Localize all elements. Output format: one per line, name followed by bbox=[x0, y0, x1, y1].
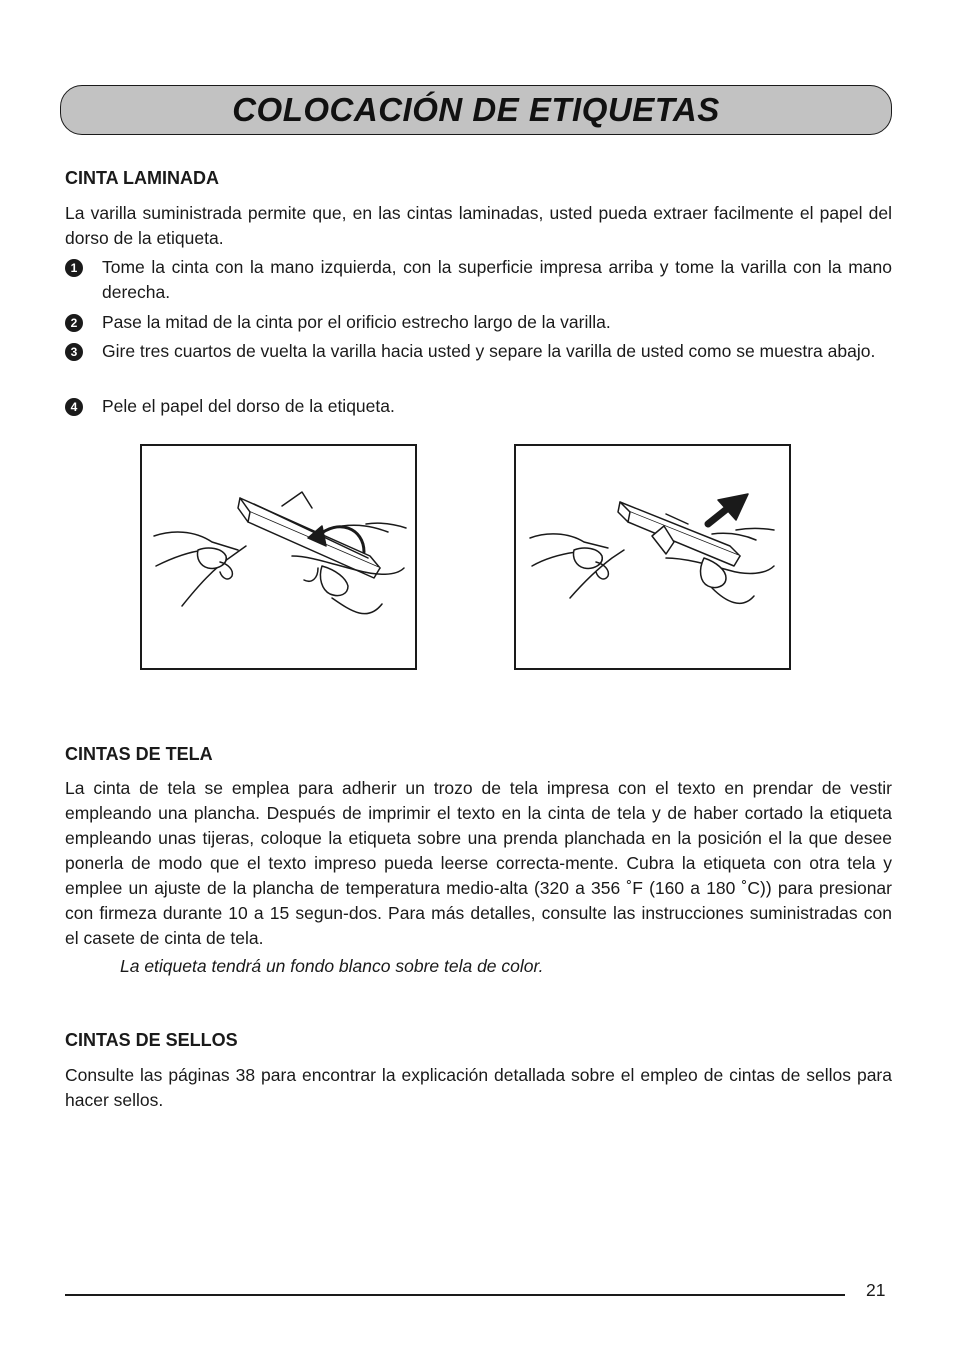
twist-rod-drawing bbox=[142, 446, 415, 668]
title-banner bbox=[60, 85, 892, 135]
step-text: Pele el papel del dorso de la etiqueta. bbox=[102, 396, 395, 416]
step-2 bbox=[65, 310, 892, 335]
peel-backing-illustration bbox=[514, 444, 791, 670]
page-number: 21 bbox=[866, 1280, 886, 1300]
tela-body: La cinta de tela se emplea para adherir un trozo de tela impresa con el texto en prendar de vestir empleando una plancha. Después de imprimir el texto en la cinta de tela y de haber cortado la etiqueta empleando unas tijeras, coloque la etiqueta sobre una prenda planchada en la posición el la que desee ponerla de modo que el texto impreso pueda leerse correcta-mente. Cubra la etiqueta con otra tela y emplee un ajuste de la plancha de temperatura medio-alta (320 a 356 ˚F (160 a 180 ˚C)) para presionar con firmeza durante 10 a 15 segun-dos. Para más detalles, consulte las instrucciones suministradas con el casete de cinta de tela. bbox=[65, 778, 892, 948]
step-number-3-icon: 3 bbox=[65, 343, 83, 361]
step-4 bbox=[65, 394, 892, 419]
step-number-4-icon: 4 bbox=[65, 398, 83, 416]
heading-cinta-laminada: CINTA LAMINADA bbox=[65, 168, 219, 188]
step-text: Tome la cinta con la mano izquierda, con la superficie impresa arriba y tome la varilla con la mano derecha. bbox=[102, 257, 892, 302]
twist-rod-illustration bbox=[140, 444, 417, 670]
step-text: Gire tres cuartos de vuelta la varilla hacia usted y separe la varilla de usted como se muestra abajo. bbox=[102, 341, 876, 361]
step-number-2-icon: 2 bbox=[65, 314, 83, 332]
step-text: Pase la mitad de la cinta por el orificio estrecho largo de la varilla. bbox=[102, 312, 611, 332]
step-number-1-icon: 1 bbox=[65, 259, 83, 277]
heading-cintas-de-tela: CINTAS DE TELA bbox=[65, 744, 213, 764]
sellos-body: Consulte las páginas 38 para encontrar la explicación detallada sobre el empleo de cintas de sellos para hacer sellos. bbox=[65, 1065, 892, 1110]
heading-cintas-de-sellos: CINTAS DE SELLOS bbox=[65, 1030, 238, 1050]
footer-rule bbox=[65, 1294, 845, 1296]
step-1 bbox=[65, 255, 892, 305]
tela-note: La etiqueta tendrá un fondo blanco sobre tela de color. bbox=[120, 956, 544, 976]
step-3 bbox=[65, 339, 892, 364]
laminada-intro: La varilla suministrada permite que, en las cintas laminadas, usted pueda extraer facilmente el papel del dorso de la etiqueta. bbox=[65, 203, 892, 248]
page-title: COLOCACIÓN DE ETIQUETAS bbox=[232, 91, 720, 128]
peel-backing-drawing bbox=[516, 446, 789, 668]
